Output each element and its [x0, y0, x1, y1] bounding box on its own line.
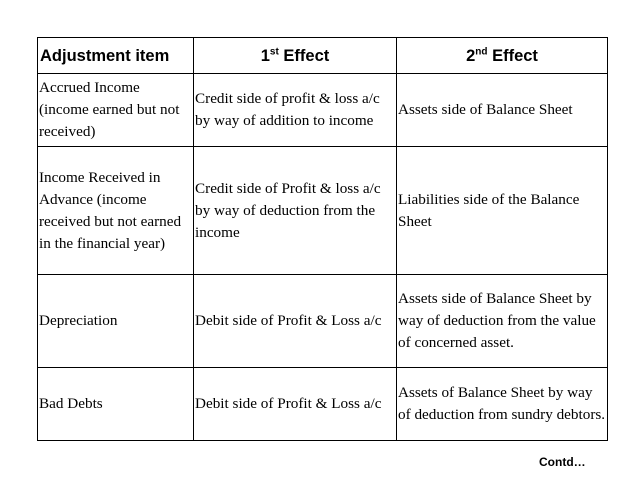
header-ordinal-suffix: st	[269, 46, 279, 57]
header-row	[38, 38, 608, 74]
second-effect-cell: Assets side of Balance Sheet by way of deduction from the value of concerned asset.	[397, 275, 608, 368]
second-effect-cell: Assets side of Balance Sheet	[397, 74, 608, 147]
first-effect-cell: Debit side of Profit & Loss a/c	[194, 368, 397, 441]
header-ordinal-suffix: nd	[475, 46, 488, 57]
header-effect-word: Effect	[278, 46, 330, 65]
table-row	[38, 275, 608, 368]
header-second-effect	[397, 38, 608, 74]
first-effect-cell: Credit side of profit & loss a/c by way of addition to income	[194, 74, 397, 147]
second-effect-cell: Liabilities side of the Balance Sheet	[397, 147, 608, 275]
adjustment-item-cell: Bad Debts	[38, 368, 194, 441]
header-ordinal: 1	[260, 46, 270, 65]
second-effect-cell: Assets of Balance Sheet by way of deduction from sundry debtors.	[397, 368, 608, 441]
adjustments-table	[37, 37, 608, 441]
header-first-effect	[194, 38, 397, 74]
first-effect-cell: Credit side of Profit & loss a/c by way of deduction from the income	[194, 147, 397, 275]
header-effect-word: Effect	[487, 46, 538, 65]
first-effect-cell: Debit side of Profit & Loss a/c	[194, 275, 397, 368]
header-adjustment-item	[38, 38, 194, 74]
table-row	[38, 368, 608, 441]
adjustment-item-cell: Accrued Income (income earned but not received)	[38, 74, 194, 147]
header-ordinal: 2	[466, 46, 476, 65]
table-row	[38, 147, 608, 275]
header-text: Adjustment item	[40, 46, 170, 65]
adjustment-item-cell: Depreciation	[38, 275, 194, 368]
continued-label: Contd…	[539, 455, 586, 469]
adjustment-item-cell: Income Received in Advance (income received but not earned in the financial year)	[38, 147, 194, 275]
table-row	[38, 74, 608, 147]
